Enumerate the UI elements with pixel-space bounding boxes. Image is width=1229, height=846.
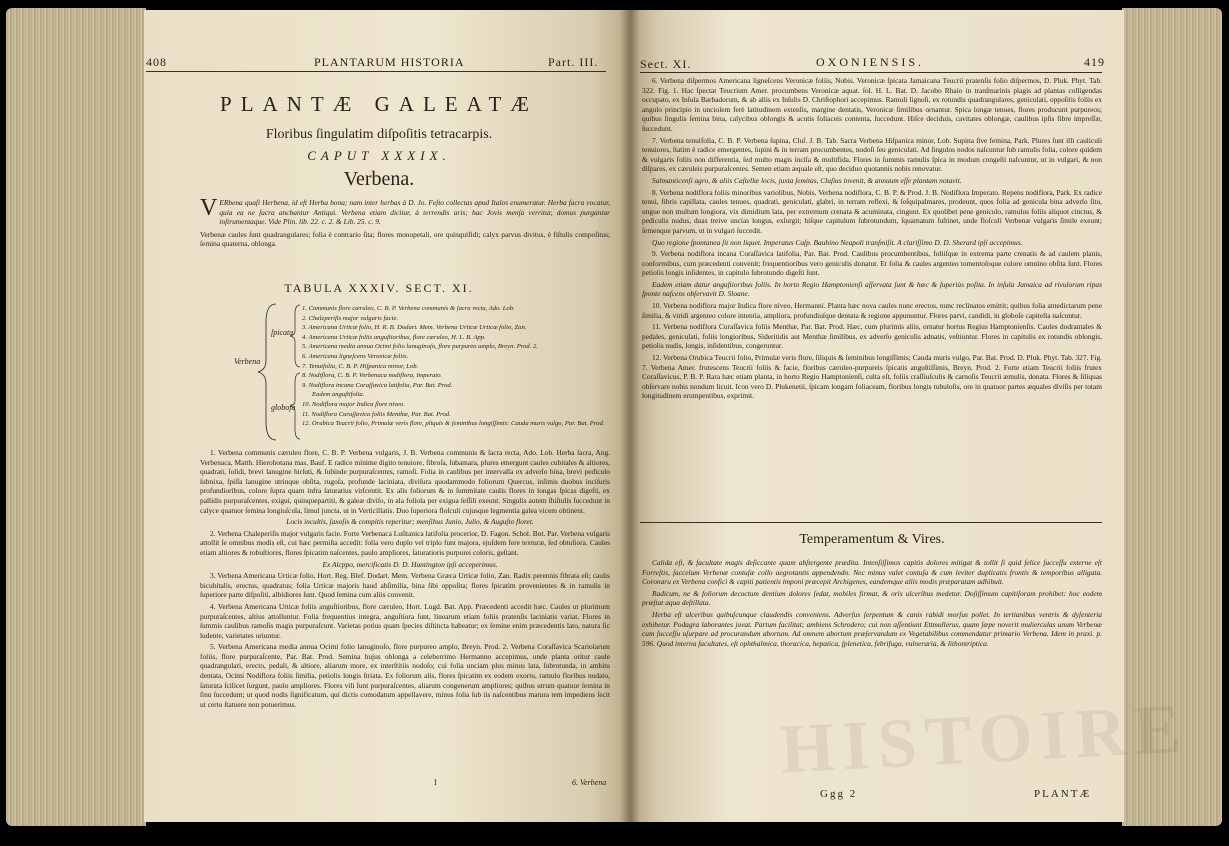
paragraph: Radicum, ne & foliorum decoctum dentium dolores ſedat, mobiles firmat, & oris ulceribus medetur. Doſiſſimum capitiſoram prohibet: hoc eodem præſtat aqua deſtillata.	[642, 588, 1102, 608]
temperament-heading: Temperamentum & Vires.	[799, 532, 945, 547]
right-page-number: 419	[1084, 55, 1105, 69]
left-running-title: PLANTARUM HISTORIA	[314, 55, 465, 69]
left-page-stack	[6, 8, 146, 826]
species-item: 6. Americana ligneſcens Veronicæ foliis.	[302, 352, 409, 360]
species-item: 10. Nodiflora major Indica flore niveo.	[302, 400, 405, 408]
right-body-text	[642, 76, 1102, 524]
spicata-label: ſpicata	[271, 328, 294, 337]
species-item: 12. Orubica Teucrii folio, Primulæ veris flore, pliquis & ſeminibus longiſſimis: Cauda muris vulgo, Par. Bat. Prod.	[302, 420, 605, 428]
section-rule	[640, 522, 1102, 523]
intro-text: ERbena quaſi Herbena, id eſt Herba bona; nam inter herbas à D. Jo. Feſto collectas apud Italos enumeratur. Herba facra vocatur, quia ea ne ſacra ancbantur Antiqui. Verbena etiam dicitur, à terrendis aris; hac Jovis menſa verritur, domus purgantur inſtrumentaque. Vide Plin. lib. 22. c. 2. & Lib. 25. c. 9.	[219, 198, 610, 227]
species-item: 2. Chaleperiſis major vulgaris facie.	[302, 314, 398, 322]
paragraph: 7. Verbena tenuifolia, C. B. P. Verbena ſupina, Cluſ. J. B. Tab. Sacra Verbena Hiſpanica minor, Lob. Supina ſive femina, Park. Plures ſunt illi cauliculi tenuiores, ſtatim è radice emergentes, ſupini & in terram procumbentes, nodoſi ſeu geniculati. Ad ſingulos nodos naſcuntur ſub ramulis folia, colore quidem & vulgaris foliis non differentia, ſed multo magis inciſa & multifida. Flores in ſummis ramulis ſpica in modum congeſti naſcuntur, ut in vulgari, & non diſpares, ex cæruleis purpuraſcentes. Semen etiam æquale eſt, quo deciduo quotannis nobis renovatur.	[642, 135, 1102, 174]
habitat-note: Eadem etiam datur anguſtioribus foliis. In horto Regio Hamptonienſi aſſervata ſunt & hæc & ſuperiùs poſita. In inſula Jamaica ad rivulorum ripas ſponte naſcens obſervavit D. Sloane.	[642, 279, 1102, 299]
spicata-brace	[288, 304, 302, 368]
left-body-text	[200, 448, 610, 778]
table-title: TABULA XXXIV. SECT. XI.	[284, 281, 474, 295]
species-item: Eadem anguſtifolia.	[312, 391, 365, 399]
header-rule	[146, 71, 606, 72]
species-item: 5. Americana media annua Ocimi folio lanuginoſo, flore purpureo amplo, Breyn. Prod. 2.	[302, 343, 538, 351]
globosa-brace	[288, 372, 302, 440]
genus-title: Verbena.	[343, 168, 415, 190]
section-subtitle: Floribus ſingulatim diſpoſitis tetracarpis.	[265, 127, 493, 142]
paragraph: Calida eſt, & facultate magis deſiccante quam abſtergente prædita. Intenſiſſimos capitis dolores mitigat & tollit ſi quid felice ſucceſſu externe eſt Forreſtis, ſaccelum Verbenæ contuſæ collo aegrotantis appendendo. Nec minus valet contuſa & cum leviter duplicatis frontis & temporibus alligata. Coronaru ex Verbena confici & capiti patientis imponi præcepit Archigenes, eandemque aliis modis præparatam adhibuit.	[642, 558, 1102, 587]
left-part: Part. III.	[548, 55, 599, 69]
caput-heading: CAPUT XXXIX.	[307, 148, 451, 163]
species-item: 8. Nodiflora, C. B. P. Verbenaca nodiflora, Imperato.	[302, 372, 443, 380]
species-item: 1. Communis flore cæruleo, C. B. P. Verbena communis & ſacra recta, Ado. Lob.	[302, 305, 515, 312]
genus-description: Verbenæ caules ſunt quadrangulares; folia è contrario ſita; flores monopetali, ore quinquifidi; calyx parvus divitus, è fiſtulis compoſitus; ſemina quaterna, oblonga.	[200, 229, 610, 249]
section-title: PLANTÆ GALEATÆ	[220, 92, 538, 116]
habitat-note: Ex Alcppo, mercificatis D. D. Huntington ipſi acceperimus.	[322, 559, 498, 569]
paragraph: 9. Verbena nodiflora incana Coraſſavica latifolia, Par. Bat. Prod. Caulibus procumbentibus, foliiſque in extrema parte crenatis & ad caulem planis, conformibus, cum præcedenti convenit; frequentioribus vero geniculis donatur. Et folia & caules argenteo tomentoſoque colore omnino obſita ſunt. Flores petiolis longis inſidentes, in capitulo ſubrotundo digeſti ſunt.	[642, 249, 1102, 278]
signature-mark: I	[434, 778, 437, 787]
signature-mark: Ggg 2	[820, 788, 858, 800]
paragraph: 8. Verbena nodiflora foliis minoribus variolibus, Nobis. Verbena nodiflora, C. B. P. & Prod. J. B. Nodiflora Imperato. Repens nodiflora, Park. Ex radice tenui, fibris capillata, caules tenues, quadrati, geniculati, glabri, in terram reflexi, & ſeſquipalmares, prodeunt, quos folia ad genicula bina adverſo ſitu, ungue non multum longiora, vix dimidium lata, per extremum crenata & acuminata, cingunt. Ex quolibet pene geniculo, ramulus foliis aliquot cinctus, & pediculis nudus, duas treive uncias longus, exſurgit; hiſque capitulum ſubrotundum, ſquamatum ſuſtinet, unde floſculi Verbenæ vulgaris ſimile exeunt; ſemenque parvum, ut in vulgari ſuccedit.	[642, 187, 1102, 235]
paragraph: 4. Verbena Americana Urticæ foliis anguſtioribus, flore cæruleo, Hort. Lugd. Bat. App. Præcedenti accedit hæc. Caules ut plurimum purpuraſcentes, altius attolluntur. Folia frequentius integra, anguſtiora ſunt, linearum etiam foliis pratenſis laciniatis variat. Flores in ſummis caulibus ramoſis magis purpuraſcunt. Varietas potius quam ſpecies diſtincta habeatur; ex ſemine enim præcedentis lato, natura ſic ludente, varietates oriuntur.	[200, 601, 610, 640]
paragraph: 2. Verbena Chaleperiſis major vulgaris facie. Forte Verbenaca Luſitanica latifolia procerior, D. Fagon. Schol. Bot. Par. Verbena vulgaris attollit ſe omnibus modis eſt, cui hæc permiſta accedit: folia vero duplo vel triplo funt majora, ejuſdem fere texturæ, ſed obtuſiora. Caules etiam altiores & robuſtiores, flores ſpicatim naſcentes, paulo ampliores, ſaturatioris purpurei coloris, geſtant.	[200, 528, 610, 557]
paragraph: 10. Verbena nodiflora major Indica flore niveo, Hermanni. Planta hæc nova caules nunc erectos, nunc reclinatos emittit; quibus folia antedictarum pene ſimilia, & viridi argenteo colore intentia, ampliora, profundiuſque dentata & regione appununtur. Flores parvi, candidi, in globoſe capitella naſcuntur.	[642, 301, 1102, 320]
paragraph: 11. Verbena nodiflora Curaſſavica foliis Menthæ, Par. Bat. Prod. Hæc, cum plurimis aliis, ornatur hortus Regius Hamptonienſis. Caules dodrantales & pedales, geniculati, foliis longioribus, Sideritidis aut Menthæ ſimilibus, ex adverſo geniculis adnatis, veſtiuntur. Flores in capitulis ex rotundis oblongis, petiolis nudis, longis, inſidentibus, congeruntur.	[642, 322, 1102, 351]
paragraph: 3. Verbena Americana Urticæ folio, Hort. Reg. Blef. Dodart. Mem. Verbena Græca Urticæ folio, Zan. Radix perennis fibrata eſt; caulis bicubitalis, erectus, quadratus; folia Urticæ majoris haud abſimilia, bina ſibi oppoſita; flores ſpicatim provenientes & in ramulis in ſuperiore parte diſpoſiti, albidiores ſunt. Quod ſemina cum aliis convenit.	[200, 571, 610, 600]
paragraph: 5. Verbena Americana media annua Ocimi folio lanuginoſo, flore purpureo amplo, Breyn. Prod. 2. Verbena Coraſſavica Scariolarum foliis, flore purpuraſcente, Par. Bat. Prod. Semina hujus oblonga a celeberrimo Hermanno accepimus, unde planta oritur caule quadrangulari, erecto, pedali, & altiore, aliarum more, ex interſtitiis nodoſo; cui folia unciam plus minus lata, ſubrotunda, in ambitu dentata, Ocimi Nodiflora foliis ſimilia, petiolis longis ſtriata. Ex foliorum alis, flores ſpicatim ex eodem exortu, ramulo floribus nudato, ſaturata ſcilicet ſurgunt, paulo ampliores. Flores vili ſunt purpuraſcentes, aliarum congenerum ampliores; quibus utrum quatuor ſemina in ſinu ſuccedunt; ut quod nodis ſignificatum, qui dictis comodatum appellavere, minus folia ſub iis naſcentibus matura tem impediens ſecit ut certo ſtatuere non potuerimus.	[200, 642, 610, 709]
intro-block	[200, 195, 610, 249]
species-item: 11. Nodiflora Curaſſavica foliis Menthæ, Par. Bat. Prod.	[302, 410, 451, 418]
catchword: 6. Verbena	[572, 778, 607, 787]
bleed-through-watermark: HISTOIRE	[778, 690, 1191, 789]
habitat-note: Quo regione ſpontanea ſit non liquet. Imperatus Caſp. Bauhino Neapoli tranſmiſit. A clariſſimo D. D. Sherard ipſi accepimus.	[652, 237, 1023, 247]
species-item: 9. Nodiflora incana Coraſſavica latifolia, Par. Bat. Prod.	[302, 381, 453, 389]
species-item: 3. Americana Urticæ folio, H. R. B. Dodart. Mem. Verbena Urticæ Urticæ folio, Zan.	[302, 324, 527, 332]
left-page	[144, 10, 630, 822]
paragraph: 6. Verbena diſpermos Americana ligneſcens Veronicæ foliis, Nobis. Veronicæ ſpicata Jamaicana Teucrii pratenſis folio diſpermos, D. Pluk. Phyt. Tab. 322. Fig. 1. Hac ſpectat Teucrium Amer. procumbens Veronicæ aquat. ſol. H. L. Bat. D. Jacobo Rhaio in tranſmarinis plagis ad plantas colligendas occupato, ex Inſula Barbadorum, & ab aliis ex Inſulis D. Chriſtophori accepimus. Ramuli lignoſi, ex rotundis quadrangulares, geniculati, oppoſitis foliis ex angulo principio in unciolem ferè latitudinem extenſis, margine dentatis, Veronicæ ſimilibus ornantur. Spica longæ tenues, flores producunt purpureos; quibus ſingulis ſemina bina, calycibus oblongis & acutis foliaceis contenta, ſuccedunt. Hiſce deciduis, cavitates oblongæ, caulibus ipſis fibre impreſſæ, ſuccedunt.	[642, 76, 1102, 133]
paragraph: 1. Verbena communis cæruleo flore, C. B. P. Verbena vulgaris, J. B. Verbena communis & ſacra recta, Ado. Lob. Herba ſacra, Ang. Verbenaca, Matth. Hierobotana mas, Bauf. E radice minime digito tenuiore, fibroſa, ſubamara, plures emergunt caules cubitales & altiores, quadrati, ſolidi, brevi lanugine hirſuti, & ſubinde purpuraſcentes, ramoſi. Folia in caulibus per intervalla ex adverſo bina, brevi pediculo ſubnixa, ſpiſſa lanugine utrinque obſita, rugoſa, profunde laciniata, diviſura quodammodo foliorum Quercus, inſimis duobus inciſuris profundioribus, colore ſupra quam infra ſaturatius virſcentit. Ex alis foliorum & in ſummitate caulis flores in longas ſpicas digeſti, ex pallidis purpuraſcentes, exigui, quinquepartiti, & galeæ diviſo, in ala foliola per exigua ſeſſili exeunt. Singulis autem ſhiſtulis ſuccedunt in calyce quatuor ſemina longiuſcula, ſimul juncta, ut in Verticillatis. Duo ſuperiora floſculi cujusque legmentia galea vicem obtinent.	[200, 448, 610, 515]
species-item: 7. Tenuifolia, C. B. P. Hiſpanica minor, Lob.	[302, 362, 419, 370]
habitat-note: Salmanticenſi agro, & aliis Caſtellæ locis, juxta ſemitas, Cluſius invenit, & annuum eſſe plantam notavit.	[652, 175, 962, 185]
left-page-number: 408	[146, 55, 167, 69]
catchword: PLANTÆ	[1034, 788, 1092, 800]
outer-brace	[256, 302, 286, 442]
right-section: Sect. XI.	[640, 57, 692, 71]
book-gutter	[620, 10, 640, 822]
globosa-label: globoſa	[271, 403, 296, 412]
drop-cap: V	[200, 195, 218, 221]
paragraph: 12. Verbena Orubica Teucrii folio, Primulæ veris flore, ſiliquis & ſeminibus longiſſimis; Cauda muris vulgo, Par. Bat. Prod. D. Pluk. Phyt. Tab. 327. Fig. 7. Verbena Amer. frutescens Teucrii foliis & facie, floribus cæruleo-purpureis ſpicatis anguſtiſſimis, Breyn. Prod. 2. Forte etiam Teucrii foliis frutex Coraſſavicus, P. B. P. Rara hæc etiam planta, in horto Regio Hamptonienſi, culta eſt, foliis craſſiuſculis & carnoſis Teucrii æmulis, donata. Flores & ſiliquas obſervare nobis nondum licuit. Icon vero D. Plukenetii, ſpicam longam foliaceam, floribus longis tubuloſis, ore in quatuor partes æquales diviſis per totam longitudinem erumpentibus, exprimit.	[642, 353, 1102, 401]
right-page	[630, 10, 1191, 822]
habitat-note: Locis incultis, ſaxoſis & compitis reperitur; menſibus Junio, Julio, & Auguſto floret.	[286, 517, 534, 527]
paragraph: Herba eſt ulceribus quibuſcunque claudendis conveniens. Adverſus ſerpentum & canis rabidi morſus pollet. In tertianibus ventris & dyſenteria exhibetur. Podagra laborantes juvat. Partum facilitat; ambiens Schrodero; cui non aſſentiunt Ettmullerus, quam ſæpe noverit mulierculas unum Verbenæ cum ſucceſſu uſurpare ad procurandum abortum. Ad omnem abortum præſervandum ex Vegetabilibus commendatur primario Verbena. Idem in praxi. p. 596. Quod interna facultates, eſt ophthalmica, thoracica, hepatica, ſplenetica, febrifuga, vulneraria, & lithontriptica.	[642, 609, 1102, 648]
species-list	[302, 304, 617, 429]
species-item: 4. Americana Urticæ foliis anguſtioribus, flore cæruleo, H. L. B. App.	[302, 333, 486, 341]
right-running-title: OXONIENSIS.	[816, 55, 924, 69]
header-rule	[640, 72, 1102, 73]
verbena-group-label: Verbena	[234, 357, 261, 366]
